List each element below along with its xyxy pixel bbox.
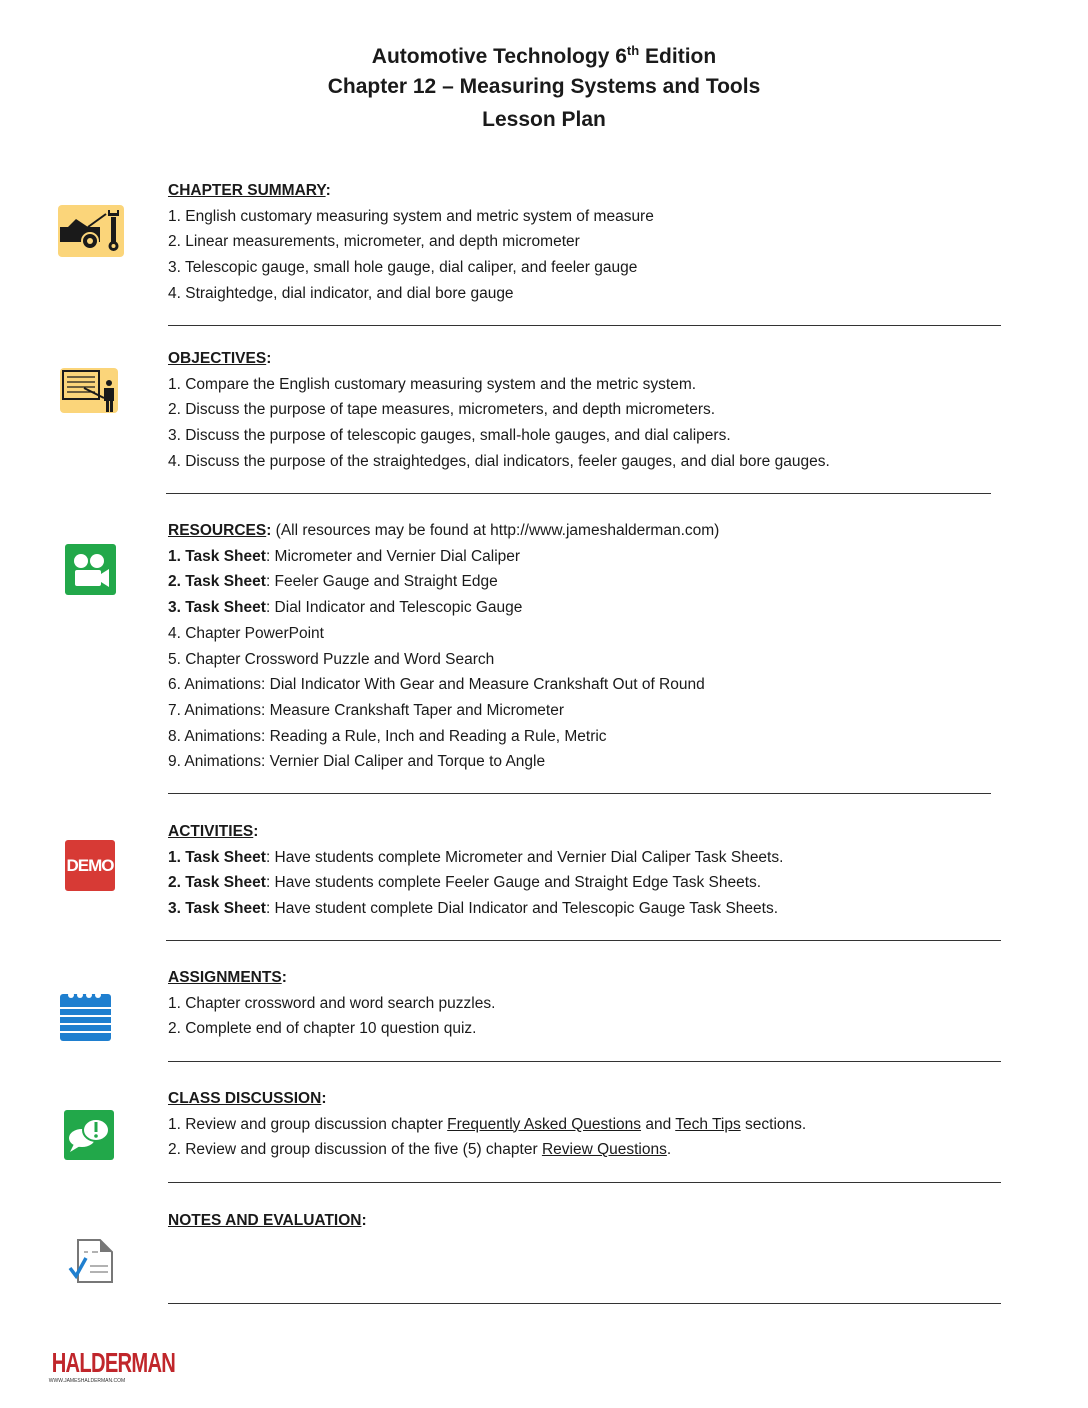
heading-colon: : (325, 182, 331, 199)
list-item (168, 621, 719, 647)
heading-colon: : (266, 350, 272, 367)
item-text: 5. Chapter Crossword Puzzle and Word Search (168, 650, 495, 668)
logo-url: WWW.JAMESHALDERMAN.COM (48, 1378, 126, 1384)
logo-name: HALDERMAN (51, 1347, 176, 1378)
doc-title-line2: Chapter 12 – Measuring Systems and Tools (327, 75, 761, 98)
heading-text: OBJECTIVES (168, 350, 267, 367)
item-text: : Feeler Gauge and Straight Edge (265, 573, 498, 591)
title-text: Automotive Technology 6 (371, 45, 627, 68)
item-text: 2. Complete end of chapter 10 question quiz. (168, 1020, 477, 1038)
list-item (168, 229, 654, 255)
list-item (168, 255, 654, 281)
list-item (168, 991, 495, 1017)
doc-title-line3: Lesson Plan (482, 108, 606, 131)
section-activities (168, 819, 783, 922)
list-item (168, 672, 719, 698)
list-item (168, 204, 654, 230)
item-text: : Dial Indicator and Telescopic Gauge (265, 599, 523, 617)
section-class-discussion (168, 1086, 806, 1163)
section-divider (166, 493, 991, 494)
item-text: : Micrometer and Vernier Dial Caliper (265, 547, 521, 565)
item-text: 7. Animations: Measure Crankshaft Taper and Micrometer (168, 701, 565, 719)
item-text: 3. Telescopic gauge, small hole gauge, dial caliper, and feeler gauge (168, 259, 638, 277)
heading-text: ASSIGNMENTS (168, 969, 282, 986)
section-divider (168, 793, 991, 794)
section-heading (168, 346, 830, 372)
item-text: sections. (740, 1115, 807, 1133)
section-divider (168, 1303, 1001, 1304)
reference-link[interactable]: Frequently Asked Questions (447, 1115, 642, 1133)
item-text: 4. Discuss the purpose of the straightedges, dial indicators, feeler gauges, and dial bore gauges. (168, 452, 830, 470)
list-item (168, 449, 830, 475)
list-item (168, 281, 654, 307)
item-text: . (666, 1141, 672, 1159)
item-label: 3. Task Sheet (168, 599, 266, 617)
list-item (168, 1112, 806, 1138)
heading-colon: : (361, 1212, 367, 1229)
section-divider (168, 1182, 1001, 1183)
item-text: 1. Chapter crossword and word search puzzles. (168, 994, 496, 1012)
heading-colon: : (281, 969, 287, 986)
section-resources (168, 518, 719, 775)
heading-text: ACTIVITIES (168, 823, 254, 840)
list-item (168, 870, 783, 896)
reference-link[interactable]: Review Questions (541, 1141, 667, 1159)
list-item (168, 647, 719, 673)
item-text: 2. Review and group discussion of the five (5) chapter (168, 1141, 542, 1159)
item-text: : Have students complete Micrometer and Vernier Dial Caliper Task Sheets. (265, 848, 784, 866)
item-label: 1. Task Sheet (168, 848, 266, 866)
section-notes-and-evaluation (168, 1208, 367, 1234)
section-objectives (168, 346, 830, 475)
item-text: : Have student complete Dial Indicator and Telescopic Gauge Task Sheets. (265, 900, 779, 918)
heading-colon: : (253, 823, 259, 840)
doc-title-line1 (0, 43, 1088, 69)
item-label: 2. Task Sheet (168, 573, 266, 591)
heading-text: RESOURCES (168, 522, 267, 539)
heading-text: NOTES AND EVALUATION (168, 1212, 362, 1229)
item-text: 1. English customary measuring system and metric system of measure (168, 207, 654, 225)
heading-colon: : (266, 522, 272, 539)
section-chapter-summary (168, 178, 654, 307)
section-divider (168, 1061, 1001, 1062)
item-label: 3. Task Sheet (168, 900, 266, 918)
list-item (168, 372, 830, 398)
item-text: 2. Linear measurements, micrometer, and depth micrometer (168, 233, 580, 251)
item-text: and (641, 1115, 676, 1133)
discussion-bubbles-icon (64, 1110, 114, 1160)
title-superscript: th (626, 43, 640, 58)
video-camera-icon (65, 544, 116, 595)
list-item (168, 569, 719, 595)
list-item (168, 1137, 806, 1163)
section-heading (168, 1208, 367, 1234)
item-text: 9. Animations: Vernier Dial Caliper and Torque to Angle (168, 753, 546, 771)
section-heading (168, 965, 495, 991)
heading-text: CLASS DISCUSSION (168, 1090, 322, 1107)
heading-note: (All resources may be found at http://www.jameshalderman.com) (271, 522, 720, 539)
item-text: 2. Discuss the purpose of tape measures, micrometers, and depth micrometers. (168, 401, 716, 419)
item-text: 4. Straightedge, dial indicator, and dial bore gauge (168, 284, 514, 302)
item-text: 8. Animations: Reading a Rule, Inch and Reading a Rule, Metric (168, 727, 607, 745)
title-text-end: Edition (639, 45, 717, 68)
section-heading (168, 1086, 806, 1112)
item-text: 4. Chapter PowerPoint (168, 624, 324, 642)
item-text: 1. Compare the English customary measuring system and the metric system. (168, 375, 697, 393)
list-item (168, 724, 719, 750)
list-item (168, 698, 719, 724)
checklist-document-icon (68, 1238, 114, 1284)
demo-icon: DEMO (65, 840, 115, 891)
list-item (168, 544, 719, 570)
section-heading (168, 178, 654, 204)
list-item (168, 595, 719, 621)
heading-colon: : (321, 1090, 327, 1107)
section-heading (168, 819, 783, 845)
item-label: 2. Task Sheet (168, 874, 266, 892)
list-item (168, 845, 783, 871)
halderman-logo (38, 1347, 176, 1384)
item-text: : Have students complete Feeler Gauge and Straight Edge Task Sheets. (265, 874, 762, 892)
car-repair-icon (58, 205, 124, 257)
teacher-presentation-icon (60, 368, 118, 413)
section-divider (168, 325, 1001, 326)
heading-text: CHAPTER SUMMARY (168, 182, 326, 199)
list-item (168, 1016, 495, 1042)
section-heading (168, 518, 719, 544)
reference-link[interactable]: Tech Tips (675, 1115, 741, 1133)
item-text: 6. Animations: Dial Indicator With Gear and Measure Crankshaft Out of Round (168, 676, 705, 694)
item-text: 3. Discuss the purpose of telescopic gauges, small-hole gauges, and dial calipers. (168, 427, 731, 445)
section-divider (166, 940, 1001, 941)
notepad-icon (60, 990, 111, 1041)
section-assignments (168, 965, 495, 1042)
list-item (168, 749, 719, 775)
item-text: 1. Review and group discussion chapter (168, 1115, 448, 1133)
list-item (168, 397, 830, 423)
item-label: 1. Task Sheet (168, 547, 266, 565)
list-item (168, 423, 830, 449)
list-item (168, 896, 783, 922)
